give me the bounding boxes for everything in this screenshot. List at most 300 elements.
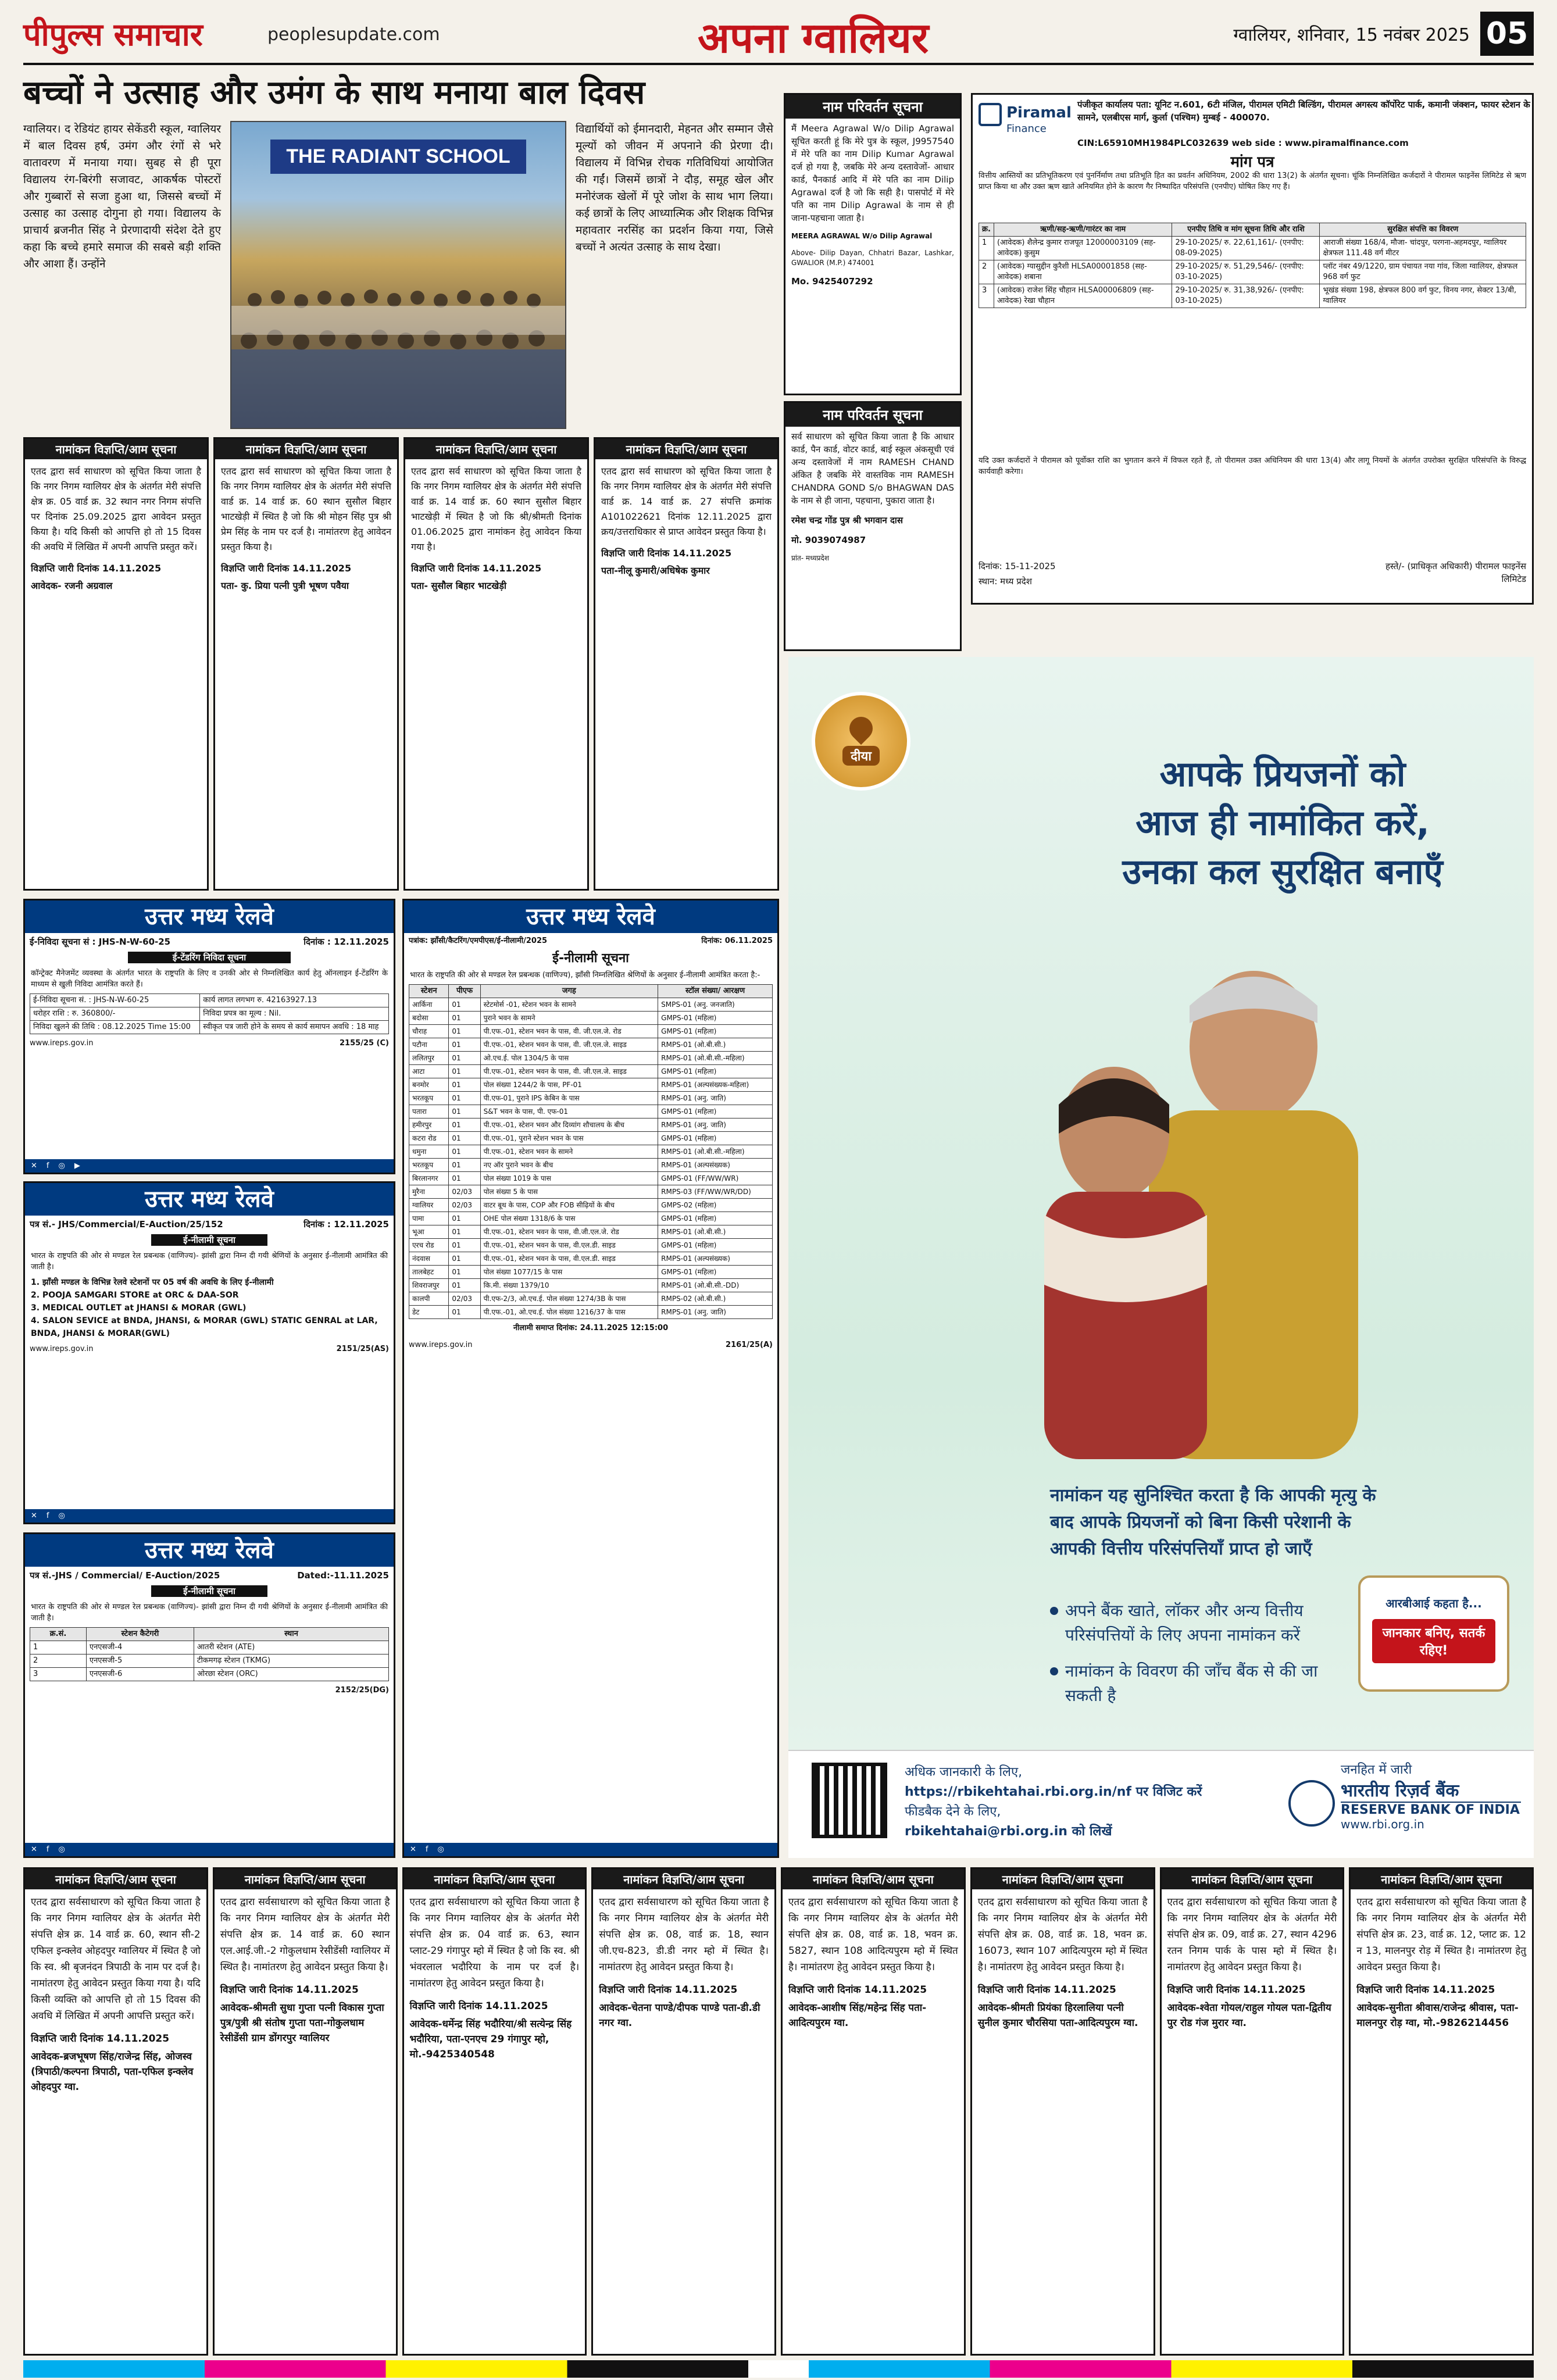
tender-ref: ई-निविदा सूचना सं : JHS-N-W-60-25 [30,937,171,947]
table-row [30,1641,389,1654]
instagram-icon: ◎ [437,1845,444,1854]
notice-signature: पता-नीलू कुमारी/अधिषेक कुमार [601,565,710,576]
bullet-dot [1050,1607,1058,1615]
public-notice [1160,1867,1345,2356]
notices-bottom-row [23,1867,1534,2356]
table-row [409,1292,773,1306]
table-row [409,1118,773,1132]
table-header-cell: जगह [480,985,658,998]
table-cell: ललितपुर [409,1052,449,1065]
table-header-cell: एनपीए तिथि व मांग सूचना तिथि और राशि [1172,223,1320,237]
rbi-headline-2: आज ही नामांकित करें, [1135,803,1430,844]
table-row [409,1252,773,1266]
table-header-cell: सुरक्षित संपत्ति का विवरण [1320,223,1526,237]
notice-title: नामांकन विज्ञप्ति/आम सूचना [1162,1869,1343,1889]
piramal-footer: यदि उक्त कर्जदारों ने पीरामल को पूर्वोक्त राशि का भुगतान करने में विफल रहते हैं, तो पीरामल उक्त अधिनियम की धारा 13(4) और लागू नियमों के अंतर्गत उपरोक्त सुरक्षित परिसंपत्ति के विरुद्ध कार्यवाही करेगा। [979,456,1526,476]
piramal-signatory: हस्ते/- (प्राधिकृत अधिकारी) पीरामल फाइनेंस लिमिटेड [1385,561,1526,584]
section-title: अपना ग्वालियर [698,13,929,62]
auction-item: 3. MEDICAL OUTLET at JHANSI & MORAR (GWL) [31,1303,247,1313]
table-cell: शिवराजपुर [409,1279,449,1292]
table-header-cell: क्र. [979,223,994,237]
piramal-cin: CIN:L65910MH1984PLC032639 web side : www.piramalfinance.com [1077,138,1409,148]
table-cell: 01 [449,1252,480,1266]
table-cell: 01 [449,1038,480,1052]
table-cell: पी.एफ.-01, ओ.एच.ई. पोल संख्या 1216/37 के पास [480,1306,658,1319]
notice-signature: आवेदक-चेतना पाण्डे/दीपक पाण्डे पता-डी.डी नगर ग्वा. [599,2002,760,2029]
table-cell: ओरछा स्टेशन (ORC) [194,1668,388,1681]
rbi-bullet-text: नामांकन के विवरण की जाँच बैंक से की जा सकती है [1065,1661,1318,1705]
table-cell: नंदवास [409,1252,449,1266]
public-notice [23,437,209,891]
table-cell: 01 [449,1279,480,1292]
table-cell: 01 [449,1212,480,1225]
table-cell: ओ.एच.ई. पोल 1304/5 के पास [480,1052,658,1065]
auction-date: दिनांक : 12.11.2025 [303,1219,389,1230]
notice-date: विज्ञप्ति जारी दिनांक 14.11.2025 [788,1984,927,1996]
notice-signature: आवेदक- रजनी अग्रवाल [31,580,113,591]
table-cell: आटा [409,1065,449,1078]
table-cell: 01 [449,1025,480,1038]
notice-place: प्रांत- मध्यप्रदेश [791,554,829,562]
notice-body: एतद द्वारा सर्व साधारण को सूचित किया जाता है कि नगर निगम ग्वालियर क्षेत्र के अंतर्गत मेरी संपत्ति वार्ड क्र. 14 वार्ड क्र. 60 स्थान सुसौल बिहार भाटखेड़ी में स्थित है जो कि श्री/श्रीमती दिनांक 01.06.2025 द्वारा नामांकन हेतु आवेदन किया गया है। [411,466,581,552]
notice-signature: आवेदक-श्रीमती सुधा गुप्ता पत्नी विकास गुप्ता पुत्र/पुत्री श्री संतोष गुप्ता पता-गोकुलधाम रेसीडेंसी ग्राम डोंगरपुर ग्वालियर [220,2002,384,2044]
notice-title: नामांकन विज्ञप्ति/आम सूचना [1351,1869,1532,1889]
table-cell: तालबेहट [409,1266,449,1279]
notice-body: एतद द्वारा सर्व साधारण को सूचित किया जाता है कि नगर निगम ग्वालियर क्षेत्र के अंतर्गत मेरी संपत्ति वार्ड क्र. 14 वार्ड क्र. 27 संपत्ति क्रमांक A101022621 दिनांक 12.11.2025 द्वारा क्रय/उत्तराधिकार से प्राप्त आवेदन प्रस्तुत किया है। [601,466,772,537]
table-row [409,1239,773,1252]
table-cell: 01 [449,1306,480,1319]
table-header-cell: स्थान [194,1628,388,1641]
table-header-cell: पीएफ [449,985,480,998]
table-cell: कालपी [409,1292,449,1306]
notice-title: नाम परिवर्तन सूचना [785,403,960,427]
auction-ref: पत्रांक: झाँसी/कैटरिंग/एमपीएस/ई-नीलामी/2025 [409,937,548,945]
piramal-place: स्थान: मध्य प्रदेश [979,576,1032,587]
auction-ref: पत्र सं.-JHS / Commercial/ E-Auction/2025 [30,1570,220,1581]
table-cell: 01 [449,1105,480,1118]
notice-date: विज्ञप्ति जारी दिनांक 14.11.2025 [601,548,732,559]
auction-website[interactable]: www.ireps.gov.in [30,1345,94,1353]
table-cell: कार्य लागत लगभग रु. 42163927.13 [200,994,389,1007]
notice-title: नामांकन विज्ञप्ति/आम सूचना [215,1869,396,1889]
table-cell: एनएसजी-5 [86,1654,194,1668]
table-cell: पतारा [409,1105,449,1118]
facebook-icon: f [46,1511,49,1520]
railway-social-bar [404,1843,777,1856]
table-row [409,1052,773,1065]
rbi-scroll-line-1: आरबीआई कहता है... [1385,1596,1482,1610]
auction-closing-date: नीलामी समाप्त दिनांक: 24.11.2025 12:15:00 [513,1324,669,1332]
notice-signature: आवेदक-धर्मेन्द्र सिंह भदौरिया/श्री सत्येन्द्र सिंह भदौरिया, पता-एनएच 29 गंगापुर म्हो, मो.-9425340548 [409,2018,572,2060]
notice-body: एतद द्वारा सर्वसाधारण को सूचित किया जाता है कि नगर निगम ग्वालियर क्षेत्र के अंतर्गत मेरी संपत्ति क्षेत्र क्र. 14 वार्ड क्र. 60 स्थान एल.आई.जी.-2 गोकुलधाम रेसीडेंसी ग्वालियर में स्थित है। नामांतरण हेतु आवेदन प्रस्तुत किया है। [220,1896,390,1973]
table-cell: पामा [409,1212,449,1225]
rbi-email[interactable]: rbikehtahai@rbi.org.in को लिखें [905,1824,1112,1839]
rbi-url[interactable]: https://rbikehtahai.rbi.org.in/nf पर विजिट करें [905,1785,1202,1799]
rbi-seal [1288,1780,1335,1827]
notice-title: नाम परिवर्तन सूचना [785,95,960,119]
table-row [30,1021,389,1034]
table-header-cell: स्टॉल संख्या/ आरक्षण [658,985,773,998]
notice-date: विज्ञप्ति जारी दिनांक 14.11.2025 [31,2033,170,2045]
table-cell: SMPS-01 (अनु. जनजाति) [658,998,773,1012]
table-cell: RMPS-02 (ओ.बी.सी.) [658,1292,773,1306]
table-cell: 02/03 [449,1185,480,1199]
table-cell: 29-10-2025/ रु. 51,29,546/- (एनपीए: 03-10-2025) [1172,260,1320,284]
table-cell: RMPS-01 (अनु. जाति) [658,1118,773,1132]
notice-mobile: Mo. 9425407292 [791,276,873,287]
auction-code: 2152/25(DG) [335,1686,389,1695]
table-cell: RMPS-01 (ओ.बी.सी.-महिला) [658,1052,773,1065]
table-cell: 02/03 [449,1199,480,1212]
table-cell: पोल संख्या 1077/15 के पास [480,1266,658,1279]
piramal-address: पंजीकृत कार्यालय पता: यूनिट न.601, 6टी मंजिल, पीरामल एमिटी बिल्डिंग, पीरामल अगस्त्य कॉर्पोरेट पार्क, कमानी जंक्शन, फायर स्टेशन के सामने, एलबीएस मार्ग, कुर्ला (पश्चिम) मुम्बई - 400070. [1077,99,1530,123]
table-row [409,1199,773,1212]
table-cell: 01 [449,1118,480,1132]
table-cell: पी.एफ.-01, स्टेशन भवन के पास, वी. जी.एल.जे. साइड [480,1065,658,1078]
table-cell: बिरलानगर [409,1172,449,1185]
rbi-scroll-line-2: जानकार बनिए, सतर्क रहिए! [1372,1619,1495,1663]
table-cell: पी.एफ.-01, स्टेशन भवन और दिव्यांग शौचालय के बीच [480,1118,658,1132]
masthead-brand: पीपुल्स समाचार [23,16,203,53]
table-cell: 01 [449,1145,480,1159]
notice-body: एतद द्वारा सर्व साधारण को सूचित किया जाता है कि नगर निगम ग्वालियर क्षेत्र के अंतर्गत मेरी संपत्ति क्षेत्र क्र. 05 वार्ड क्र. 32 स्थान नगर निगम संपत्ति पर दिनांक 25.09.2025 द्वारा आवेदन प्रस्तुत किया है। यदि किसी को आपत्ति हो तो 15 दिवस की अवधि में लिखित में अपनी आपत्ति प्रस्तुत करें। [31,466,201,552]
table-cell: निविदा प्रपत्र का मूल्य : Nil. [200,1007,389,1021]
table-row [30,1654,389,1668]
youtube-icon: ▶ [74,1162,80,1170]
dateline: ग्वालियर, शनिवार, 15 नवंबर 2025 [1233,25,1470,45]
table-cell: GMPS-01 (महिला) [658,1065,773,1078]
rbi-scroll [1358,1575,1509,1692]
rbi-headline [1050,750,1515,896]
notice-body: मैं Meera Agrawal W/o Dilip Agrawal सूचित करती हूं कि मेरे पुत्र के स्कूल, J9957540 में मेरे पति का नाम Dilip Kumar Agrawal दर्ज हो गया है, जबकि मेरे अन्य दस्तावेजों- आधार कार्ड, पैनकार्ड आदि में मेरे पति का नाम Dilip Agrawal दर्ज है जो कि सही है। पासपोर्ट में मेरे पति का नाम Dilip Agrawal के नाम से ही जाना-पहचाना जाता है। [791,123,954,223]
notice-title: नामांकन विज्ञप्ति/आम सूचना [972,1869,1154,1889]
table-row [409,1012,773,1025]
table-cell: नए ऑर पुराने भवन के बीच [480,1159,658,1172]
table-cell: (आवेदक) ग्यासुद्दीन कुरैशी HLSA00001858 (सह-आवेदक) शबाना [994,260,1172,284]
table-cell: कटरा रोड [409,1132,449,1145]
public-notice [970,1867,1155,2356]
table-cell: कि.मी. संख्या 1379/10 [480,1279,658,1292]
name-change-notice-2 [784,401,962,651]
facebook-icon: f [425,1845,428,1854]
rbi-headline-1: आपके प्रियजनों को [1159,754,1406,795]
table-cell: पोल संख्या 1019 के पास [480,1172,658,1185]
table-cell: GMPS-01 (महिला) [658,1025,773,1038]
piramal-intro: वित्तीय आस्तियों का प्रतिभूतिकरण एवं पुनर्निर्माण तथा प्रतिभूति हित का प्रवर्तन अधिनियम, 2002 की धारा 13(2) के अंतर्गत सूचना। चूंकि निम्नलिखित कर्जदारों ने पीरामल फाइनेंस लिमिटेड से ऋण प्राप्त किया था और उक्त ऋण खाते अनियमित होने के कारण गैर निष्पादित परिसंपत्ति (एनपीए) घोषित किए गए हैं। [979,171,1526,191]
notice-address: Above- Dilip Dayan, Chhatri Bazar, Lashkar, GWALIOR (M.P.) 474001 [791,249,954,267]
table-row [409,1145,773,1159]
table-cell: बदोसा [409,1012,449,1025]
table-cell: पी.एफ.-01, स्टेशन भवन के सामने [480,1145,658,1159]
public-notice [591,1867,776,2356]
lead-story [23,72,773,433]
table-cell: टीकमगढ़ स्टेशन (TKMG) [194,1654,388,1668]
public-notice [781,1867,966,2356]
qr-code[interactable] [812,1763,887,1838]
notice-signature: पता- कु. प्रिया पत्नी पुत्री भूषण पवैया [221,580,349,591]
table-row [409,1092,773,1105]
masthead-website[interactable]: peoplesupdate.com [267,24,440,45]
table-cell: 2 [30,1654,87,1668]
auction-item: 1. झाँसी मण्डल के विभिन्न रेलवे स्टेशनों पर 05 वर्ष की अवधि के लिए ई-नीलामी [31,1278,274,1287]
table-cell: वाटर बूथ के पास, COP और FOB सीढ़ियों के बीच [480,1199,658,1212]
piramal-demand-notice [971,93,1534,605]
table-cell: 02/03 [449,1292,480,1306]
notice-signature: MEERA AGRAWAL W/o Dilip Agrawal [791,232,933,240]
table-cell: चौराह [409,1025,449,1038]
auction-body: भारत के राष्ट्रपति की ओर से मण्डल रेल प्रबन्धक (वाणिज्य)- झांसी द्वारा निम्न दी गयी श्रेणियों के अनुसार ई-नीलामी आमंत्रित की जाती है। [31,1603,388,1623]
facebook-icon: f [46,1845,49,1854]
table-row [979,260,1526,284]
table-cell: आतरी स्टेशन (ATE) [194,1641,388,1654]
notice-date: विज्ञप्ति जारी दिनांक 14.11.2025 [1167,1984,1306,1996]
page-number: 05 [1480,12,1534,56]
rbi-headline-3: उनका कल सुरक्षित बनाएँ [1122,852,1443,892]
notice-signature: आवेदक-श्वेता गोयल/राहुल गोयल पता-द्वितीय पुर रोड गंज मुरार ग्वा. [1167,2002,1331,2029]
auction-subtitle: ई-नीलामी सूचना [151,1585,267,1597]
table-cell: 29-10-2025/ रु. 31,38,926/- (एनपीए: 03-10-2025) [1172,284,1320,308]
table-cell: (आवेदक) शैलेन्द्र कुमार राजपूत 12000003109 (सह-आवेदक) कुसुम [994,237,1172,260]
table-cell: भरतकूप [409,1159,449,1172]
table-cell: डेट [409,1306,449,1319]
table-cell: GMPS-01 (FF/WW/WR) [658,1172,773,1185]
notice-body: एतद द्वारा सर्वसाधारण को सूचित किया जाता है कि नगर निगम ग्वालियर क्षेत्र के अंतर्गत मेरी संपत्ति क्षेत्र क्र. 08, वार्ड क्र. 18, भवन क्र. 5827, स्थान 108 आदित्यपुरम म्हो में स्थित है। नामांतरण हेतु आवेदन प्रस्तुत किया है। [788,1896,958,1973]
notice-title: नामांकन विज्ञप्ति/आम सूचना [25,1869,206,1889]
table-row [409,1266,773,1279]
notice-body: एतद द्वारा सर्वसाधारण को सूचित किया जाता है कि नगर निगम ग्वालियर क्षेत्र के अंतर्गत मेरी संपत्ति क्षेत्र क्र. 08, वार्ड क्र. 18, स्थान जी.एच-823, डी.डी नगर म्हो में स्थित है। नामांतरण हेतु आवेदन प्रस्तुत किया है। [599,1896,769,1973]
public-notice [402,1867,587,2356]
notice-date: विज्ञप्ति जारी दिनांक 14.11.2025 [220,1984,359,1996]
table-cell: GMPS-01 (महिला) [658,1132,773,1145]
table-cell: RMPS-01 (ओ.बी.सी.) [658,1225,773,1239]
crowd-illustration [231,219,565,428]
piramal-logo-mark [979,103,1002,126]
auction-date: Dated:-11.11.2025 [297,1570,389,1581]
lead-body-left: ग्वालियर। द रेडियंट हायर सेकेंडरी स्कूल, ग्वालियर में बाल दिवस हर्ष, उमंग और रंगों से भरे वातावरण में मनाया गया। सुबह से ही पूरा विद्यालय रंग-बिरंगी सजावट, आकर्षक पोस्टरों और गुब्बारों से सजा हुआ था, जिससे बच्चों में उत्साह का उत्साह दोगुना हो गया। विद्यालय के प्राचार्य ब्रजनीत सिंह ने प्रेरणादायी संदेश देते हुए कहा कि बच्चे हमारे समाज की सबसे बड़ी शक्ति और आशा हैं। उन्होंने [23,123,221,270]
auction-subtitle: ई-नीलामी सूचना [552,951,629,966]
table-cell: 3 [979,284,994,308]
instagram-icon: ◎ [58,1511,65,1520]
table-cell: 01 [449,1159,480,1172]
lead-photo [230,121,566,429]
piramal-table [979,223,1526,308]
public-notice [213,437,399,891]
notice-date: विज्ञप्ति जारी दिनांक 14.11.2025 [221,563,352,574]
table-cell: 01 [449,1225,480,1239]
bullet-dot [1050,1667,1058,1675]
notice-body: एतद द्वारा सर्वसाधारण को सूचित किया जाता है कि नगर निगम ग्वालियर क्षेत्र के अंतर्गत मेरी संपत्ति क्षेत्र क्र. 14 वार्ड क्र. 60, स्थान सी-2 एफिल इन्क्लेव ओहदपुर ग्वालियर में स्थित है जो कि स्व. श्री बृजनंदन त्रिपाठी के नाम पर दर्ज है। नामांतरण हेतु आवेदन प्रस्तुत किया गया है। यदि किसी व्यक्ति को आपत्ति हो तो 15 दिवस की अवधि में लिखित में अपनी आपत्ति प्रस्तुत करें। [31,1896,201,2022]
rbi-advertisement [788,657,1534,1858]
table-cell: एरच रोड [409,1239,449,1252]
notice-title: नामांकन विज्ञप्ति/आम सूचना [25,439,207,459]
auction-website[interactable]: www.ireps.gov.in [409,1341,473,1349]
table-cell: ई-निविदा सूचना सं. : JHS-N-W-60-25 [30,994,200,1007]
auction-body: भारत के राष्ट्रपति की ओर से मण्डल रेल प्रबन्धक (वाणिज्य), झाँसी निम्नलिखित श्रेणियों के अनुसार ई-नीलामी आमंत्रित करता है:- [410,971,760,980]
table-cell: प्लॉट नंबर 49/1220, ग्राम पंचायत नया गांव, जिला ग्वालियर, क्षेत्रफल 968 वर्ग फुट [1320,260,1526,284]
rbi-bullets [1050,1599,1352,1720]
table-header-cell: ऋणी/सह-ऋणी/गारंटर का नाम [994,223,1172,237]
table-row [409,998,773,1012]
notice-body: एतद द्वारा सर्वसाधारण को सूचित किया जाता है कि नगर निगम ग्वालियर क्षेत्र के अंतर्गत मेरी संपत्ति क्षेत्र क्र. 09, वार्ड क्र. 27, स्थान 4296 रतन निगम पार्क के पास म्हो में स्थित है। नामांतरण हेतु आवेदन प्रस्तुत किया है। [1167,1896,1337,1973]
table-cell: 01 [449,1052,480,1065]
table-cell: RMPS-01 (अनु. जाति) [658,1092,773,1105]
photo-banner: THE RADIANT SCHOOL [270,140,526,174]
piramal-date: दिनांक: 15-11-2025 [979,561,1056,571]
table-cell: पी.एफ.-01, स्टेशन भवन के पास, वी. जी.एल.जे. साइड [480,1038,658,1052]
table-cell: हमीरपुर [409,1118,449,1132]
tender-date: दिनांक : 12.11.2025 [303,937,389,947]
table-cell: धमुना [409,1145,449,1159]
railway-header: उत्तर मध्य रेलवे [404,900,777,933]
notice-title: नामांकन विज्ञप्ति/आम सूचना [215,439,397,459]
auction-item: 4. SALON SEVICE at BNDA, JHANSI, & MORAR (GWL) STATIC GENRAL at LAR, BNDA, JHANSI & MORAR(GWL) [31,1316,378,1338]
table-cell: बनमोर [409,1078,449,1092]
notice-date: विज्ञप्ति जारी दिनांक 14.11.2025 [977,1984,1116,1996]
notice-signature: आवेदक-ब्रजभूषण सिंह/राजेन्द्र सिंह, ओजस्व (त्रिपाठी/कल्पना त्रिपाठी, पता-एफिल इन्क्लेव ओहदपुर ग्वा. [31,2051,194,2093]
rbi-website[interactable]: www.rbi.org.in [1341,1817,1424,1831]
table-cell: GMPS-01 (महिला) [658,1212,773,1225]
table-cell: RMPS-01 (ओ.बी.सी.-महिला) [658,1145,773,1159]
table-cell: RMPS-01 (अल्पसंख्यक-महिला) [658,1078,773,1092]
railway-tender-notice [23,899,395,1174]
table-cell: 01 [449,1132,480,1145]
table-cell: RMPS-01 (ओ.बी.सी.-DD) [658,1279,773,1292]
table-row [409,1185,773,1199]
couple-photo [940,913,1416,1459]
table-cell: पी.एफ-2/3, ओ.एच.ई. पोल संख्या 1274/3B के पास [480,1292,658,1306]
table-cell: RMPS-01 (ओ.बी.सी.) [658,1038,773,1052]
table-cell: पोल संख्या 5 के पास [480,1185,658,1199]
notice-signature: आवेदक-आशीष सिंह/महेन्द्र सिंह पता-आदित्यपुरम ग्वा. [788,2002,927,2029]
table-cell: S&T भवन के पास, पी. एफ-01 [480,1105,658,1118]
dia-badge [812,692,910,791]
notice-date: विज्ञप्ति जारी दिनांक 14.11.2025 [409,2000,548,2012]
notice-body: एतद द्वारा सर्वसाधारण को सूचित किया जाता है कि नगर निगम ग्वालियर क्षेत्र के अंतर्गत मेरी संपत्ति क्षेत्र क्र. 08, वार्ड क्र. 18, भवन क्र. 16073, स्थान 107 आदित्यपुरम म्हो में स्थित है। नामांतरण हेतु आवेदन प्रस्तुत किया है। [977,1896,1148,1973]
rbi-bullet [1050,1599,1352,1648]
table-cell: 01 [449,1065,480,1078]
auction-code: 2161/25(A) [726,1341,773,1349]
instagram-icon: ◎ [58,1845,65,1854]
table-cell: RMPS-01 (अल्पसंख्यक) [658,1252,773,1266]
table-cell: पी.एफ-01, पुराने IPS केबिन के पास [480,1092,658,1105]
table-row [409,1132,773,1145]
tender-website[interactable]: www.ireps.gov.in [30,1039,94,1048]
table-cell: 01 [449,1266,480,1279]
piramal-logo-sub: Finance [1006,123,1047,135]
railway-header: उत्तर मध्य रेलवे [25,1183,394,1216]
facebook-icon: f [46,1162,49,1170]
x-icon: ✕ [410,1845,416,1854]
table-cell: OHE पोल संख्या 1318/6 के पास [480,1212,658,1225]
tender-subtitle: ई-टेंडरिंग निविदा सूचना [128,952,291,963]
railway-social-bar [25,1159,394,1173]
rbi-more-info: अधिक जानकारी के लिए, [905,1765,1023,1779]
table-row [409,1172,773,1185]
public-notice [1349,1867,1534,2356]
auction-body: भारत के राष्ट्रपति की ओर से मण्डल रेल प्रबन्धक (वाणिज्य)- झांसी द्वारा निम्न दी गयी श्रेणियों के अनुसार ई-नीलामी आमंत्रित की जाती है। [31,1252,388,1271]
table-cell: 1 [30,1641,87,1654]
lamp-icon [845,712,878,745]
table-cell: 01 [449,1239,480,1252]
table-cell: पी.एफ.-01, स्टेशन भवन के पास, वी. जी.एल.जे. रोड [480,1025,658,1038]
table-row [409,1025,773,1038]
public-notice [23,1867,208,2356]
table-cell: आर्किना [409,998,449,1012]
table-cell: स्टेटमोर्स -01, स्टेशन भवन के सामने [480,998,658,1012]
railway-catering-auction [402,899,779,1858]
notice-body: एतद द्वारा सर्वसाधारण को सूचित किया जाता है कि नगर निगम ग्वालियर क्षेत्र के अंतर्गत मेरी संपत्ति क्षेत्र क्र. 04 वार्ड क्र. 63, स्थान प्लाट-29 गंगापुर म्हो में स्थित है जो कि स्व. श्री भंवरलाल भदौरिया के नाम पर दर्ज है। नामांतरण हेतु आवेदन प्रस्तुत किया है। [409,1896,580,1989]
notice-title: नामांकन विज्ञप्ति/आम सूचना [593,1869,774,1889]
notice-signature: आवेदक-श्रीमती प्रियंका हिरलालिया पत्नी सुनील कुमार चौरसिया पता-आदित्यपुरम ग्वा. [977,2002,1138,2029]
registration-strip [23,2360,1534,2378]
notice-body: एतद द्वारा सर्वसाधारण को सूचित किया जाता है कि नगर निगम ग्वालियर क्षेत्र के अंतर्गत मेरी संपत्ति क्षेत्र क्र. 23, वार्ड क्र. 12, प्लाट क्र. 12 न 13, मालनपुर रोड़ में स्थित है। नामांतरण हेतु आवेदन प्रस्तुत किया है। [1356,1896,1526,1973]
table-cell: पटौना [409,1038,449,1052]
railway-social-bar [25,1509,394,1523]
auction-ref: पत्र सं.- JHS/Commercial/E-Auction/25/152 [30,1219,223,1230]
rbi-bank-name-hi: भारतीय रिज़र्व बैंक [1341,1781,1459,1801]
table-cell: 01 [449,998,480,1012]
table-cell: स्वीकृत पत्र जारी होने के समय से कार्य समापन अवधि : 18 माह [200,1021,389,1034]
table-cell: 01 [449,1092,480,1105]
public-notice [213,1867,398,2356]
lead-body-right: विद्यार्थियों को ईमानदारी, मेहनत और सम्मान जैसे मूल्यों को जीवन में अपनाने की प्रेरणा दी। विद्यालय में विभिन्न रोचक गतिविधियां आयोजित की गईं। जिसमें छात्रों ने दौड़, समूह खेल और मनोरंजक खेलों में पूरे जोश के साथ भाग लिया। कई छात्रों के लिए आध्यात्मिक और शिक्षक विभिन्न महावतार नरसिंह का प्रदर्शन किया गया, जिसे बच्चों ने अत्यंत उत्साह के साथ देखा। [576,123,773,253]
tender-body: कॉन्ट्रेक्ट मैनेजमेंट व्यवस्था के अंतर्गत भारत के राष्ट्रपति के लिए व उनकी ओर से निम्नलिखित कार्य हेतु ऑनलाइन ई-टेंडरिंग के माध्यम से खुली निविदा आमंत्रित करते हैं। [31,969,388,989]
notice-title: नामांकन विज्ञप्ति/आम सूचना [404,1869,585,1889]
tender-code: 2155/25 (C) [340,1039,389,1048]
table-cell: GMPS-02 (महिला) [658,1199,773,1212]
table-cell: GMPS-01 (महिला) [658,1105,773,1118]
table-cell: 29-10-2025/ रु. 22,61,161/- (एनपीए: 08-09-2025) [1172,237,1320,260]
table-row [409,1212,773,1225]
railway-auction-notice-2 [23,1532,395,1858]
notice-date: विज्ञप्ति जारी दिनांक 14.11.2025 [599,1984,738,1996]
public-notice [594,437,779,891]
notice-signature: रमेश चन्द्र गोंड पुत्र श्री भगवान दास [791,515,903,526]
table-cell: निविदा खुलने की तिथि : 08.12.2025 Time 15:00 [30,1021,200,1034]
railway-header: उत्तर मध्य रेलवे [25,1534,394,1567]
dia-badge-label: दीया [842,746,880,766]
table-row [409,1065,773,1078]
auction-item: 2. POOJA SAMGARI STORE at ORC & DAA-SOR [31,1291,239,1300]
table-cell: पुराने भवन के सामने [480,1012,658,1025]
notice-title: नामांकन विज्ञप्ति/आम सूचना [783,1869,964,1889]
notices-row-1 [23,437,779,891]
piramal-logo-text: Piramal [1006,104,1072,121]
rbi-bullet [1050,1659,1352,1708]
notice-date: विज्ञप्ति जारी दिनांक 14.11.2025 [411,563,542,574]
piramal-title: मांग पत्र [1230,153,1274,171]
table-cell: पोल संख्या 1244/2 के पास, PF-01 [480,1078,658,1092]
table-cell: एनएसजी-6 [86,1668,194,1681]
table-row [409,1279,773,1292]
table-cell: पी.एफ.-01, स्टेशन भवन के पास, वी.जी.एल.जे. रोड [480,1225,658,1239]
rbi-bank-name-en: RESERVE BANK OF INDIA [1341,1802,1521,1817]
notice-signature: आवेदक-सुनीता श्रीवास/राजेन्द्र श्रीवास, पता-मालनपुर रोड़ ग्वा, मो.-9826214456 [1356,2002,1519,2029]
table-cell: 3 [30,1668,87,1681]
rbi-public-interest: जनहित में जारी [1341,1763,1412,1777]
table-cell: 01 [449,1078,480,1092]
table-row [30,1007,389,1021]
table-cell: 2 [979,260,994,284]
auction-date: दिनांक: 06.11.2025 [701,937,773,945]
instagram-icon: ◎ [58,1162,65,1170]
table-header-cell: क्र.सं. [30,1628,87,1641]
notice-title: नामांकन विज्ञप्ति/आम सूचना [405,439,587,459]
notice-date: विज्ञप्ति जारी दिनांक 14.11.2025 [1356,1984,1495,1996]
table-row [30,994,389,1007]
table-cell: धरोहर राशि : रु. 360800/- [30,1007,200,1021]
table-header-cell: स्टेशन [409,985,449,998]
